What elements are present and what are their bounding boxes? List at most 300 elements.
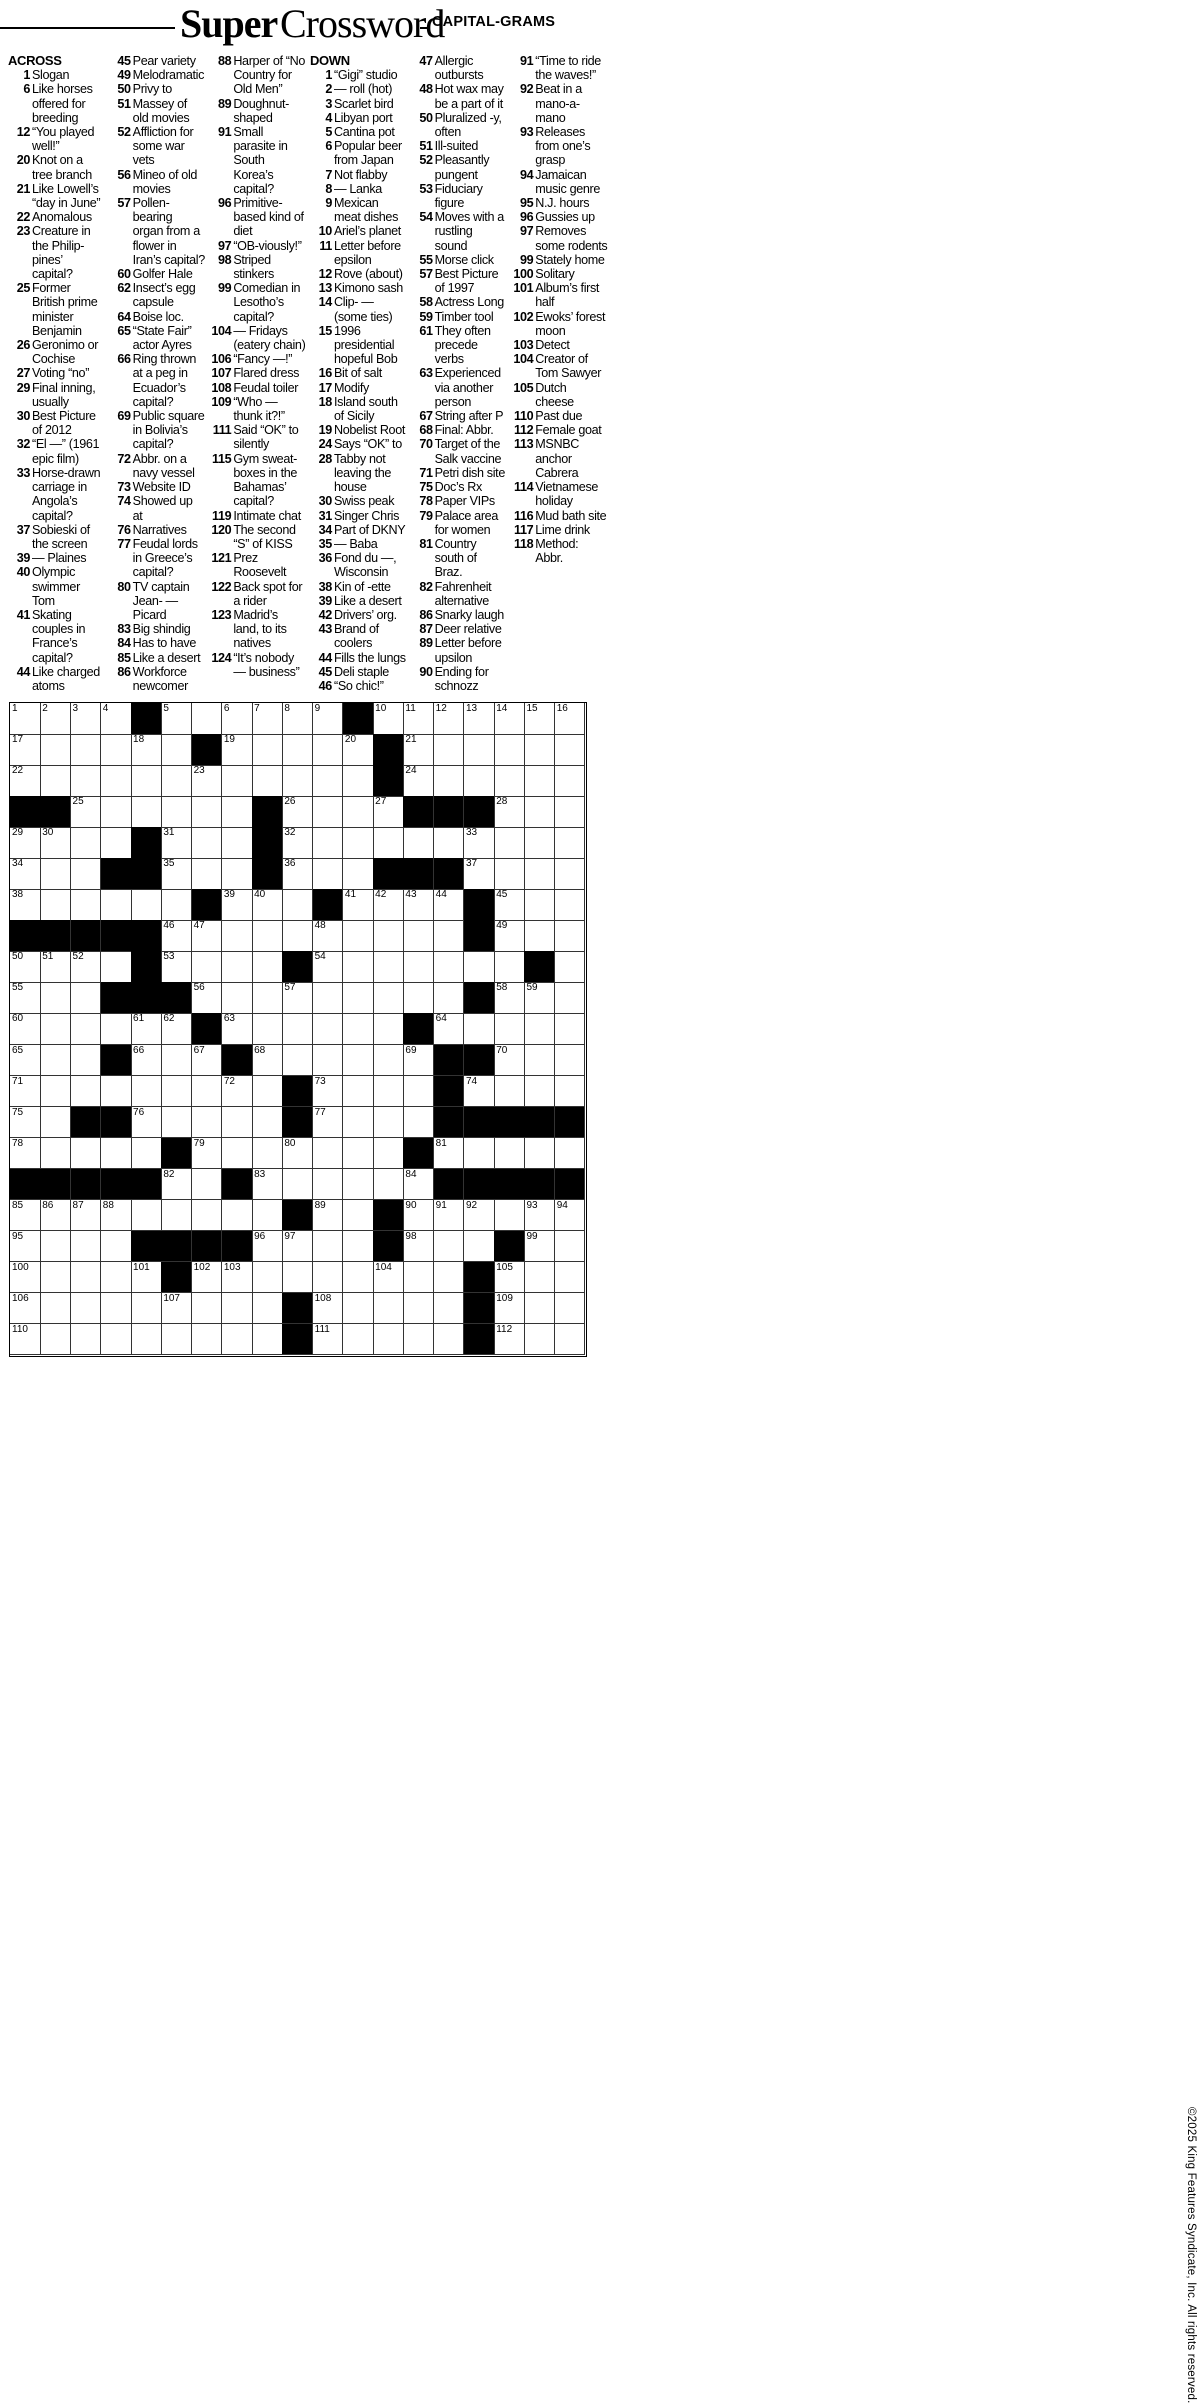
grid-cell[interactable]: [131, 734, 162, 766]
grid-cell[interactable]: [494, 858, 525, 890]
grid-cell[interactable]: [10, 858, 41, 890]
grid-cell[interactable]: [373, 1324, 404, 1356]
grid-cell[interactable]: [161, 1107, 192, 1139]
grid-cell[interactable]: [71, 1231, 102, 1263]
grid-cell[interactable]: [494, 827, 525, 859]
grid-cell[interactable]: [343, 858, 374, 890]
grid-cell[interactable]: [161, 1324, 192, 1356]
grid-cell[interactable]: [313, 1107, 344, 1139]
grid-cell[interactable]: [313, 920, 344, 952]
grid-cell[interactable]: [403, 703, 434, 735]
grid-cell[interactable]: [131, 1138, 162, 1170]
grid-cell[interactable]: [464, 1231, 495, 1263]
grid-cell[interactable]: [71, 889, 102, 921]
grid-cell[interactable]: [101, 889, 132, 921]
grid-cell[interactable]: [222, 1200, 253, 1232]
grid-cell[interactable]: [494, 703, 525, 735]
grid-cell[interactable]: [161, 951, 192, 983]
grid-cell[interactable]: [10, 765, 41, 797]
grid-cell[interactable]: [40, 1262, 71, 1294]
grid-cell[interactable]: [373, 1138, 404, 1170]
grid-cell[interactable]: [252, 920, 283, 952]
grid-cell[interactable]: [101, 1293, 132, 1325]
grid-cell[interactable]: [71, 1076, 102, 1108]
grid-cell[interactable]: [524, 796, 555, 828]
grid-cell[interactable]: [10, 1138, 41, 1170]
grid-cell[interactable]: [282, 1045, 313, 1077]
grid-cell[interactable]: [464, 1200, 495, 1232]
grid-cell[interactable]: [373, 951, 404, 983]
grid-cell[interactable]: [10, 1262, 41, 1294]
grid-cell[interactable]: [434, 1138, 465, 1170]
grid-cell[interactable]: [252, 703, 283, 735]
grid-cell[interactable]: [343, 1107, 374, 1139]
grid-cell[interactable]: [40, 703, 71, 735]
grid-cell[interactable]: [494, 1045, 525, 1077]
grid-cell[interactable]: [222, 858, 253, 890]
grid-cell[interactable]: [192, 796, 223, 828]
grid-cell[interactable]: [403, 889, 434, 921]
grid-cell[interactable]: [161, 889, 192, 921]
grid-cell[interactable]: [555, 1293, 586, 1325]
grid-cell[interactable]: [101, 734, 132, 766]
grid-cell[interactable]: [192, 1107, 223, 1139]
grid-cell[interactable]: [434, 703, 465, 735]
grid-cell[interactable]: [222, 1324, 253, 1356]
grid-cell[interactable]: [192, 1200, 223, 1232]
grid-cell[interactable]: [464, 1013, 495, 1045]
grid-cell[interactable]: [40, 1324, 71, 1356]
grid-cell[interactable]: [10, 951, 41, 983]
grid-cell[interactable]: [282, 734, 313, 766]
grid-cell[interactable]: [40, 1200, 71, 1232]
grid-cell[interactable]: [161, 1200, 192, 1232]
grid-cell[interactable]: [40, 1138, 71, 1170]
grid-cell[interactable]: [40, 1231, 71, 1263]
grid-cell[interactable]: [131, 1045, 162, 1077]
grid-cell[interactable]: [434, 1293, 465, 1325]
grid-cell[interactable]: [71, 1013, 102, 1045]
grid-cell[interactable]: [524, 982, 555, 1014]
grid-cell[interactable]: [161, 703, 192, 735]
grid-cell[interactable]: [40, 1013, 71, 1045]
grid-cell[interactable]: [282, 889, 313, 921]
grid-cell[interactable]: [343, 951, 374, 983]
grid-cell[interactable]: [282, 827, 313, 859]
grid-cell[interactable]: [71, 827, 102, 859]
grid-cell[interactable]: [313, 982, 344, 1014]
grid-cell[interactable]: [524, 1076, 555, 1108]
grid-cell[interactable]: [343, 1138, 374, 1170]
grid-cell[interactable]: [524, 1324, 555, 1356]
grid-cell[interactable]: [252, 1169, 283, 1201]
grid-cell[interactable]: [373, 1076, 404, 1108]
grid-cell[interactable]: [434, 1324, 465, 1356]
grid-cell[interactable]: [343, 1200, 374, 1232]
grid-cell[interactable]: [252, 765, 283, 797]
grid-cell[interactable]: [282, 1169, 313, 1201]
grid-cell[interactable]: [313, 1045, 344, 1077]
grid-cell[interactable]: [131, 889, 162, 921]
grid-cell[interactable]: [101, 951, 132, 983]
grid-cell[interactable]: [403, 765, 434, 797]
grid-cell[interactable]: [222, 889, 253, 921]
grid-cell[interactable]: [434, 1231, 465, 1263]
grid-cell[interactable]: [161, 796, 192, 828]
grid-cell[interactable]: [131, 1324, 162, 1356]
grid-cell[interactable]: [464, 703, 495, 735]
grid-cell[interactable]: [10, 827, 41, 859]
grid-cell[interactable]: [494, 1293, 525, 1325]
grid-cell[interactable]: [161, 858, 192, 890]
grid-cell[interactable]: [192, 982, 223, 1014]
grid-cell[interactable]: [161, 1013, 192, 1045]
grid-cell[interactable]: [434, 827, 465, 859]
grid-cell[interactable]: [10, 1293, 41, 1325]
grid-cell[interactable]: [101, 1324, 132, 1356]
grid-cell[interactable]: [434, 889, 465, 921]
grid-cell[interactable]: [252, 1293, 283, 1325]
grid-cell[interactable]: [252, 734, 283, 766]
grid-cell[interactable]: [71, 951, 102, 983]
grid-cell[interactable]: [252, 951, 283, 983]
grid-cell[interactable]: [555, 1045, 586, 1077]
grid-cell[interactable]: [555, 1076, 586, 1108]
grid-cell[interactable]: [343, 734, 374, 766]
grid-cell[interactable]: [10, 1045, 41, 1077]
grid-cell[interactable]: [192, 1262, 223, 1294]
grid-cell[interactable]: [313, 1293, 344, 1325]
grid-cell[interactable]: [282, 1138, 313, 1170]
grid-cell[interactable]: [434, 982, 465, 1014]
grid-cell[interactable]: [71, 982, 102, 1014]
grid-cell[interactable]: [282, 1013, 313, 1045]
grid-cell[interactable]: [403, 982, 434, 1014]
grid-cell[interactable]: [131, 765, 162, 797]
grid-cell[interactable]: [373, 920, 404, 952]
grid-cell[interactable]: [403, 827, 434, 859]
grid-cell[interactable]: [222, 951, 253, 983]
grid-cell[interactable]: [252, 1045, 283, 1077]
grid-cell[interactable]: [131, 796, 162, 828]
grid-cell[interactable]: [434, 1013, 465, 1045]
grid-cell[interactable]: [40, 889, 71, 921]
grid-cell[interactable]: [161, 1169, 192, 1201]
grid-cell[interactable]: [40, 765, 71, 797]
grid-cell[interactable]: [403, 1324, 434, 1356]
grid-cell[interactable]: [494, 796, 525, 828]
grid-cell[interactable]: [131, 1076, 162, 1108]
grid-cell[interactable]: [555, 796, 586, 828]
grid-cell[interactable]: [40, 827, 71, 859]
grid-cell[interactable]: [373, 1169, 404, 1201]
grid-cell[interactable]: [524, 1231, 555, 1263]
grid-cell[interactable]: [524, 1138, 555, 1170]
grid-cell[interactable]: [343, 1293, 374, 1325]
grid-cell[interactable]: [343, 1045, 374, 1077]
grid-cell[interactable]: [252, 1262, 283, 1294]
grid-cell[interactable]: [313, 703, 344, 735]
grid-cell[interactable]: [343, 889, 374, 921]
grid-cell[interactable]: [161, 1293, 192, 1325]
grid-cell[interactable]: [101, 1138, 132, 1170]
grid-cell[interactable]: [282, 920, 313, 952]
grid-cell[interactable]: [252, 1324, 283, 1356]
grid-cell[interactable]: [192, 1045, 223, 1077]
grid-cell[interactable]: [101, 765, 132, 797]
grid-cell[interactable]: [313, 1013, 344, 1045]
grid-cell[interactable]: [40, 982, 71, 1014]
grid-cell[interactable]: [71, 1138, 102, 1170]
grid-cell[interactable]: [403, 951, 434, 983]
grid-cell[interactable]: [524, 703, 555, 735]
grid-cell[interactable]: [71, 796, 102, 828]
grid-cell[interactable]: [373, 889, 404, 921]
grid-cell[interactable]: [101, 796, 132, 828]
grid-cell[interactable]: [464, 734, 495, 766]
grid-cell[interactable]: [555, 1231, 586, 1263]
grid-cell[interactable]: [494, 951, 525, 983]
grid-cell[interactable]: [10, 734, 41, 766]
grid-cell[interactable]: [252, 1200, 283, 1232]
grid-cell[interactable]: [222, 827, 253, 859]
grid-cell[interactable]: [71, 765, 102, 797]
grid-cell[interactable]: [403, 1231, 434, 1263]
grid-cell[interactable]: [101, 1013, 132, 1045]
grid-cell[interactable]: [10, 1013, 41, 1045]
grid-cell[interactable]: [10, 1231, 41, 1263]
grid-cell[interactable]: [434, 1262, 465, 1294]
grid-cell[interactable]: [222, 765, 253, 797]
grid-cell[interactable]: [494, 889, 525, 921]
grid-cell[interactable]: [313, 858, 344, 890]
grid-cell[interactable]: [252, 982, 283, 1014]
grid-cell[interactable]: [71, 858, 102, 890]
grid-cell[interactable]: [222, 1013, 253, 1045]
grid-cell[interactable]: [555, 765, 586, 797]
grid-cell[interactable]: [192, 920, 223, 952]
grid-cell[interactable]: [101, 1231, 132, 1263]
grid-cell[interactable]: [192, 1169, 223, 1201]
grid-cell[interactable]: [555, 734, 586, 766]
grid-cell[interactable]: [10, 1107, 41, 1139]
grid-cell[interactable]: [343, 920, 374, 952]
grid-cell[interactable]: [555, 703, 586, 735]
grid-cell[interactable]: [373, 1013, 404, 1045]
grid-cell[interactable]: [524, 1045, 555, 1077]
grid-cell[interactable]: [403, 920, 434, 952]
grid-cell[interactable]: [464, 858, 495, 890]
grid-cell[interactable]: [252, 1076, 283, 1108]
grid-cell[interactable]: [343, 982, 374, 1014]
grid-cell[interactable]: [313, 1200, 344, 1232]
grid-cell[interactable]: [524, 765, 555, 797]
grid-cell[interactable]: [10, 889, 41, 921]
grid-cell[interactable]: [10, 982, 41, 1014]
grid-cell[interactable]: [343, 1231, 374, 1263]
grid-cell[interactable]: [524, 1262, 555, 1294]
grid-cell[interactable]: [494, 920, 525, 952]
grid-cell[interactable]: [222, 796, 253, 828]
grid-cell[interactable]: [555, 982, 586, 1014]
grid-cell[interactable]: [373, 1107, 404, 1139]
grid-cell[interactable]: [10, 1076, 41, 1108]
grid-cell[interactable]: [161, 1045, 192, 1077]
grid-cell[interactable]: [71, 734, 102, 766]
grid-cell[interactable]: [555, 1138, 586, 1170]
grid-cell[interactable]: [524, 734, 555, 766]
grid-cell[interactable]: [524, 858, 555, 890]
grid-cell[interactable]: [313, 951, 344, 983]
grid-cell[interactable]: [40, 951, 71, 983]
grid-cell[interactable]: [282, 1231, 313, 1263]
grid-cell[interactable]: [434, 734, 465, 766]
grid-cell[interactable]: [192, 703, 223, 735]
grid-cell[interactable]: [192, 1076, 223, 1108]
grid-cell[interactable]: [343, 796, 374, 828]
grid-cell[interactable]: [313, 827, 344, 859]
grid-cell[interactable]: [192, 827, 223, 859]
grid-cell[interactable]: [373, 982, 404, 1014]
grid-cell[interactable]: [222, 734, 253, 766]
grid-cell[interactable]: [373, 1293, 404, 1325]
grid-cell[interactable]: [101, 1200, 132, 1232]
grid-cell[interactable]: [403, 1293, 434, 1325]
grid-cell[interactable]: [131, 1200, 162, 1232]
grid-cell[interactable]: [252, 1013, 283, 1045]
grid-cell[interactable]: [252, 1231, 283, 1263]
grid-cell[interactable]: [131, 1262, 162, 1294]
grid-cell[interactable]: [222, 1262, 253, 1294]
grid-cell[interactable]: [222, 703, 253, 735]
grid-cell[interactable]: [403, 1045, 434, 1077]
grid-cell[interactable]: [373, 1262, 404, 1294]
grid-cell[interactable]: [101, 1262, 132, 1294]
grid-cell[interactable]: [434, 1200, 465, 1232]
grid-cell[interactable]: [555, 827, 586, 859]
grid-cell[interactable]: [555, 1324, 586, 1356]
grid-cell[interactable]: [282, 858, 313, 890]
grid-cell[interactable]: [282, 1262, 313, 1294]
grid-cell[interactable]: [343, 765, 374, 797]
grid-cell[interactable]: [494, 1324, 525, 1356]
grid-cell[interactable]: [343, 1169, 374, 1201]
grid-cell[interactable]: [71, 1324, 102, 1356]
grid-cell[interactable]: [313, 734, 344, 766]
grid-cell[interactable]: [403, 734, 434, 766]
grid-cell[interactable]: [555, 951, 586, 983]
grid-cell[interactable]: [222, 1138, 253, 1170]
grid-cell[interactable]: [555, 1013, 586, 1045]
grid-cell[interactable]: [313, 1231, 344, 1263]
grid-cell[interactable]: [494, 765, 525, 797]
grid-cell[interactable]: [131, 1107, 162, 1139]
grid-cell[interactable]: [464, 1076, 495, 1108]
grid-cell[interactable]: [313, 1076, 344, 1108]
grid-cell[interactable]: [343, 1076, 374, 1108]
grid-cell[interactable]: [555, 920, 586, 952]
grid-cell[interactable]: [313, 765, 344, 797]
grid-cell[interactable]: [313, 1262, 344, 1294]
grid-cell[interactable]: [524, 889, 555, 921]
grid-cell[interactable]: [101, 827, 132, 859]
grid-cell[interactable]: [494, 1138, 525, 1170]
grid-cell[interactable]: [524, 1293, 555, 1325]
grid-cell[interactable]: [464, 951, 495, 983]
grid-cell[interactable]: [10, 703, 41, 735]
grid-cell[interactable]: [161, 827, 192, 859]
grid-cell[interactable]: [222, 1293, 253, 1325]
grid-cell[interactable]: [192, 951, 223, 983]
grid-cell[interactable]: [192, 765, 223, 797]
grid-cell[interactable]: [494, 1262, 525, 1294]
grid-cell[interactable]: [403, 1076, 434, 1108]
grid-cell[interactable]: [40, 1076, 71, 1108]
grid-cell[interactable]: [101, 703, 132, 735]
grid-cell[interactable]: [252, 1107, 283, 1139]
grid-cell[interactable]: [282, 982, 313, 1014]
grid-cell[interactable]: [71, 1045, 102, 1077]
grid-cell[interactable]: [403, 1169, 434, 1201]
grid-cell[interactable]: [555, 1262, 586, 1294]
grid-cell[interactable]: [343, 1013, 374, 1045]
grid-cell[interactable]: [10, 1200, 41, 1232]
grid-cell[interactable]: [252, 1138, 283, 1170]
grid-cell[interactable]: [494, 1076, 525, 1108]
grid-cell[interactable]: [373, 703, 404, 735]
grid-cell[interactable]: [10, 1324, 41, 1356]
grid-cell[interactable]: [343, 1324, 374, 1356]
grid-cell[interactable]: [282, 765, 313, 797]
grid-cell[interactable]: [373, 796, 404, 828]
grid-cell[interactable]: [222, 1076, 253, 1108]
grid-cell[interactable]: [252, 889, 283, 921]
grid-cell[interactable]: [434, 951, 465, 983]
grid-cell[interactable]: [403, 1262, 434, 1294]
grid-cell[interactable]: [555, 1200, 586, 1232]
crossword-grid[interactable]: [9, 702, 587, 1357]
grid-cell[interactable]: [71, 703, 102, 735]
grid-cell[interactable]: [192, 1324, 223, 1356]
grid-cell[interactable]: [40, 1045, 71, 1077]
grid-cell[interactable]: [222, 1107, 253, 1139]
grid-cell[interactable]: [101, 1076, 132, 1108]
grid-cell[interactable]: [464, 765, 495, 797]
grid-cell[interactable]: [71, 1200, 102, 1232]
grid-cell[interactable]: [343, 1262, 374, 1294]
grid-cell[interactable]: [161, 734, 192, 766]
grid-cell[interactable]: [524, 1200, 555, 1232]
grid-cell[interactable]: [524, 920, 555, 952]
grid-cell[interactable]: [192, 858, 223, 890]
grid-cell[interactable]: [494, 1013, 525, 1045]
grid-cell[interactable]: [434, 920, 465, 952]
grid-cell[interactable]: [40, 1107, 71, 1139]
grid-cell[interactable]: [71, 1262, 102, 1294]
grid-cell[interactable]: [524, 1013, 555, 1045]
grid-cell[interactable]: [464, 1138, 495, 1170]
grid-cell[interactable]: [373, 827, 404, 859]
grid-cell[interactable]: [161, 765, 192, 797]
grid-cell[interactable]: [555, 889, 586, 921]
grid-cell[interactable]: [403, 1200, 434, 1232]
grid-cell[interactable]: [282, 796, 313, 828]
grid-cell[interactable]: [71, 1293, 102, 1325]
grid-cell[interactable]: [555, 858, 586, 890]
grid-cell[interactable]: [40, 1293, 71, 1325]
grid-cell[interactable]: [40, 734, 71, 766]
grid-cell[interactable]: [524, 827, 555, 859]
